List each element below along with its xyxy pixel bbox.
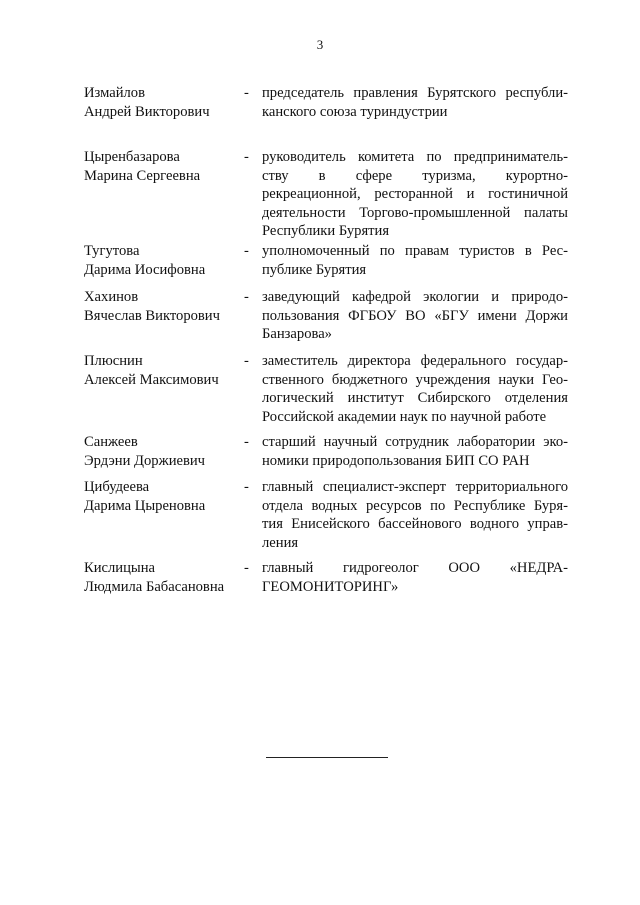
position-line: логический институт Сибирского отделения (262, 390, 568, 406)
member-position (262, 559, 568, 596)
position-line: деятельности Торгово-промышленной палаты (262, 204, 568, 221)
position-line: публике Бурятия (262, 261, 367, 278)
separator-dash: - (244, 85, 249, 101)
position-line: заведующий кафедрой экологии и природо- (262, 289, 568, 305)
position-line: Банзарова» (262, 326, 332, 342)
member-given-names: Андрей Викторович (84, 103, 210, 120)
member-name (84, 352, 244, 389)
position-line: тия Енисейского бассейнового водного управ- (262, 516, 568, 532)
separator-dash: - (244, 353, 249, 369)
position-line: Республики Бурятия (262, 223, 390, 239)
separator-dash: - (244, 434, 249, 450)
position-line: рекреационной, ресторанной и гостиничной (262, 186, 568, 202)
member-name (84, 478, 244, 515)
member-surname: Тугутова (84, 243, 140, 259)
position-line: руководитель комитета по предприниматель- (262, 149, 568, 165)
separator-dash: - (244, 560, 249, 576)
member-position (262, 148, 568, 241)
member-name (84, 559, 244, 596)
member-surname: Хахинов (84, 289, 139, 305)
member-position (262, 242, 568, 279)
member-name (84, 84, 244, 121)
member-surname: Плюснин (84, 353, 143, 369)
member-position (262, 433, 568, 470)
member-given-names: Алексей Максимович (84, 371, 219, 388)
separator-dash: - (244, 243, 249, 259)
member-given-names: Марина Сергеевна (84, 167, 201, 184)
member-surname: Санжеев (84, 434, 138, 450)
position-line: уполномоченный по правам туристов в Рес- (262, 243, 568, 259)
separator-dash: - (244, 289, 249, 305)
member-position (262, 478, 568, 552)
member-name (84, 288, 244, 325)
member-position (262, 288, 568, 344)
position-line: ГЕОМОНИТОРИНГ» (262, 578, 399, 595)
end-of-list-rule (266, 757, 388, 758)
position-line: ству в сфере туризма, курортно- (262, 167, 568, 184)
position-line: председатель правления Бурятского республи- (262, 85, 568, 101)
position-line: канского союза туриндустрии (262, 103, 448, 120)
separator-dash: - (244, 479, 249, 495)
position-line: ственного бюджетного учреждения науки Гео- (262, 371, 568, 388)
member-given-names: Дарима Цыреновна (84, 497, 206, 514)
position-line: старший научный сотрудник лаборатории эко- (262, 434, 568, 450)
member-position (262, 352, 568, 426)
position-line: заместитель директора федерального государ- (262, 353, 568, 369)
position-line: ления (262, 534, 299, 551)
member-given-names: Эрдэни Доржиевич (84, 452, 206, 469)
position-line: главный специалист-эксперт территориального (262, 479, 568, 495)
member-surname: Цибудеева (84, 479, 150, 495)
position-line: Российской академии наук по научной работе (262, 408, 547, 425)
member-name (84, 433, 244, 470)
member-surname: Кислицына (84, 560, 156, 576)
member-name (84, 242, 244, 279)
member-position (262, 84, 568, 121)
member-given-names: Вячеслав Викторович (84, 307, 220, 324)
member-name (84, 148, 244, 185)
member-surname: Цыренбазарова (84, 149, 180, 165)
member-given-names: Дарима Иосифовна (84, 261, 206, 278)
separator-dash: - (244, 149, 249, 165)
position-line: номики природопользования БИП СО РАН (262, 452, 530, 469)
position-line: главный гидрогеолог ООО «НЕДРА- (262, 560, 568, 576)
member-given-names: Людмила Бабасановна (84, 578, 225, 595)
member-surname: Измайлов (84, 85, 145, 101)
position-line: отдела водных ресурсов по Республике Буря- (262, 497, 568, 514)
position-line: пользования ФГБОУ ВО «БГУ имени Доржи (262, 307, 568, 324)
page-number: 3 (316, 37, 324, 52)
